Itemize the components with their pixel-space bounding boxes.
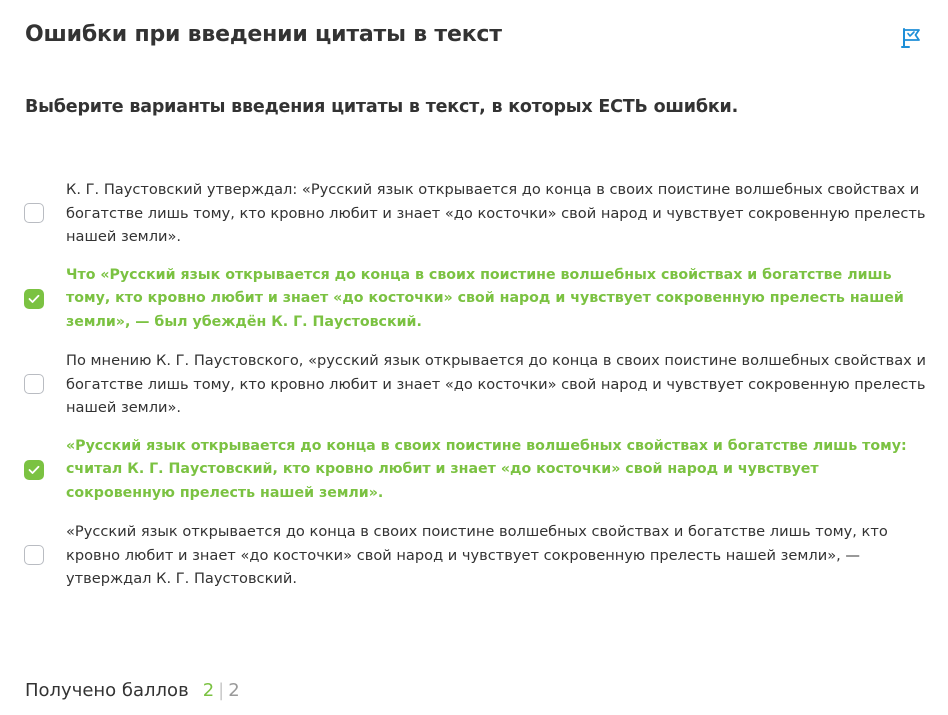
option-checkbox[interactable]	[24, 374, 44, 394]
flag-icon[interactable]	[901, 27, 923, 49]
option-checkbox[interactable]	[24, 203, 44, 223]
option-text: «Русский язык открывается до конца в своих поистине волшебных свойствах и богатстве лишь тому: считал К. Г. Паустовский, кто кровно любит и знает «до косточки» свой народ и чувствует сокровенную прелесть нашей земли».	[66, 437, 907, 501]
score-summary	[25, 680, 240, 701]
option-checkbox[interactable]	[24, 460, 44, 480]
option-1[interactable]	[0, 178, 948, 249]
option-5[interactable]	[0, 520, 948, 591]
option-text: К. Г. Паустовский утверждал: «Русский язык открывается до конца в своих поистине волшебных свойствах и богатстве лишь тому, кто кровно любит и знает «до косточки» свой народ и чувствует сокровенную прелесть нашей земли».	[66, 181, 926, 245]
question-text: Выберите варианты введения цитаты в текст, в которых ЕСТЬ ошибки.	[25, 97, 739, 117]
checkmark-icon	[28, 465, 40, 475]
score-separator: |	[218, 680, 225, 701]
score-label: Получено баллов	[25, 680, 189, 701]
score-obtained: 2	[202, 680, 215, 701]
option-text: Что «Русский язык открывается до конца в своих поистине волшебных свойствах и богатстве лишь тому, кто кровно любит и знает «до косточки» свой народ и чувствует сокровенную прелесть нашей земли», — был убеждён К. Г. Паустовский.	[66, 266, 904, 330]
page-title: Ошибки при введении цитаты в текст	[25, 22, 502, 47]
option-text: «Русский язык открывается до конца в своих поистине волшебных свойствах и богатстве лишь тому, кто кровно любит и знает «до косточки» свой народ и чувствует сокровенную прелесть нашей земли», — утверждал К. Г. Паустовский.	[66, 523, 888, 587]
option-2[interactable]	[0, 264, 948, 335]
checkmark-icon	[28, 294, 40, 304]
option-4[interactable]	[0, 435, 948, 506]
option-text: По мнению К. Г. Паустовского, «русский язык открывается до конца в своих поистине волшебных свойствах и богатстве лишь тому, кто кровно любит и знает «до косточки» свой народ и чувствует сокровенную прелесть нашей земли».	[66, 352, 926, 416]
score-max: 2	[228, 680, 240, 701]
options-list	[0, 178, 948, 606]
flag-icon-graphic	[901, 27, 923, 49]
option-3[interactable]	[0, 349, 948, 420]
option-checkbox[interactable]	[24, 289, 44, 309]
option-checkbox[interactable]	[24, 545, 44, 565]
